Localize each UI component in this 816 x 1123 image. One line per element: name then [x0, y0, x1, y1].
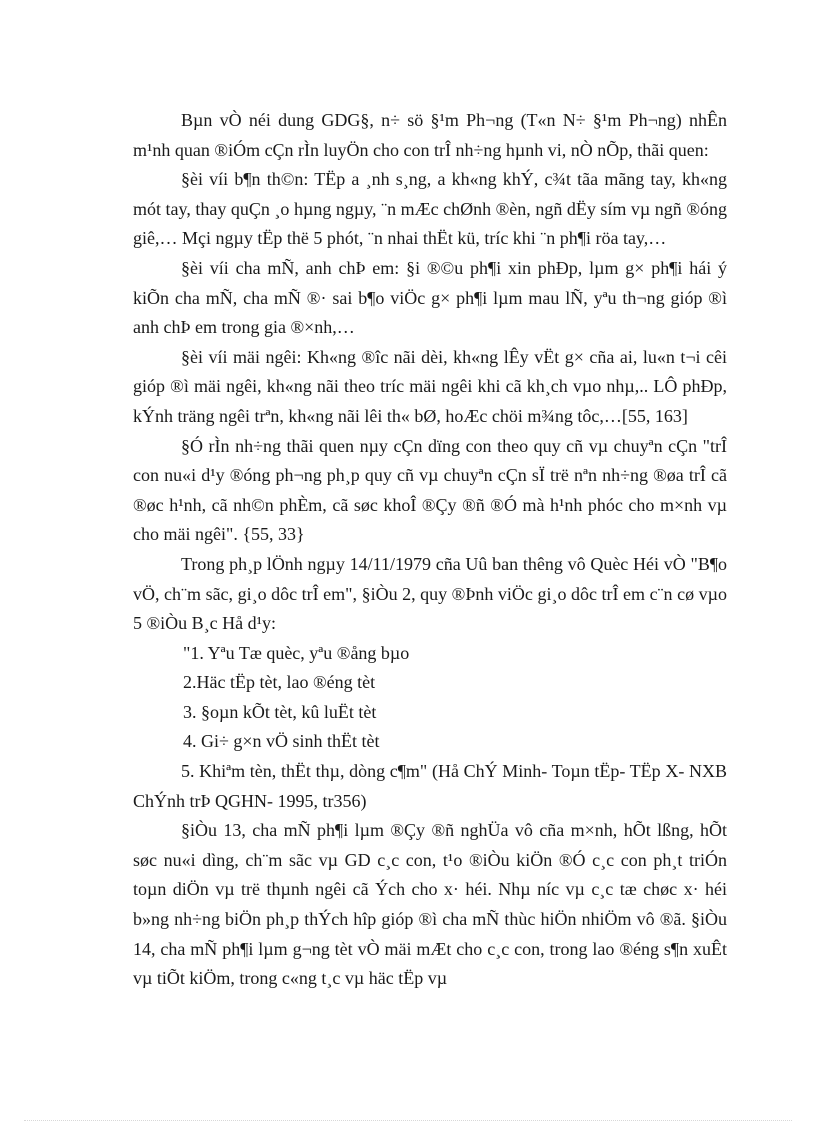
paragraph-7: §iÒu 13, cha mÑ ph¶i lµm ®Çy ®ñ nghÜa vô cña m×nh, hÕt lßng, hÕt søc nu«i dìng, ch¨m sãc vµ GD c¸c con, t¹o ®iÒu kiÖn ®Ó c¸c con ph¸t triÓn toµn diÖn vµ trë thµnh ngêi cã Ých cho x· héi. Nhµ níc vµ c¸c tæ chøc x· héi b»ng nh÷ng biÖn ph¸p thÝch hîp gióp ®ì cha mÑ thùc hiÖn nhiÖm vô ®ã. §iÒu 14, cha mÑ ph¶i lµm g¬ng tèt vÒ mäi mÆt cho c¸c con, trong lao ®éng s¶n xuÊt vµ tiÕt kiÖm, trong c«ng t¸c vµ häc tËp vµ [133, 820, 727, 989]
list-item-1: "1. Yªu Tæ quèc, yªu ®ång bµo [183, 642, 410, 663]
paragraph-3: §èi víi cha mÑ, anh chÞ em: §i ®©u ph¶i xin phÐp, lµm g× ph¶i hái ý kiÕn cha mÑ, cha mÑ ®· sai b¶o viÖc g× ph¶i lµm mau lÑ, yªu th¬ng gióp ®ì anh chÞ em trong gia ®×nh,… [133, 257, 727, 338]
list-item-5: 5. Khiªm tèn, thËt thµ, dòng c¶m" (Hå ChÝ Minh- Toµn tËp- TËp X- NXB ChÝnh trÞ QGHN- 1995, tr356) [133, 761, 727, 811]
list-item-2: 2.Häc tËp tèt, lao ®éng tèt [183, 672, 376, 693]
paragraph-2: §èi víi b¶n th©n: TËp a ¸nh s¸ng, a kh«ng khÝ, c¾t tãa mãng tay, kh«ng mót tay, thay quÇn ¸o hµng ngµy, ¨n mÆc chØnh ®èn, ngñ dËy sím vµ ngñ ®óng giê,… Mçi ngµy tËp thë 5 phót, ¨n nhai thËt kü, tríc khi ¨n ph¶i röa tay,… [133, 169, 727, 249]
paragraph-1: Bµn vÒ néi dung GDG§, n÷ sö §¹m Ph¬ng (T«n N÷ §¹m Ph¬ng) nhÊn m¹nh quan ®iÓm cÇn rÌn luyÖn cho con trÎ nh÷ng hµnh vi, nÒ nÕp, thãi quen: [133, 110, 727, 160]
document-body [133, 106, 727, 994]
list-item-3: 3. §oµn kÕt tèt, kû luËt tèt [183, 701, 377, 722]
page-bottom-divider [24, 1120, 792, 1121]
paragraph-6: Trong ph¸p lÖnh ngµy 14/11/1979 cña Uû ban thêng vô Quèc Héi vÒ "B¶o vÖ, ch¨m sãc, gi¸o dôc trÎ em", §iÒu 2, quy ®Þnh viÖc gi¸o dôc trÎ em c¨n cø vµo 5 ®iÒu B¸c Hå d¹y: [133, 553, 727, 634]
list-item-4: 4. Gi÷ g×n vÖ sinh thËt tèt [183, 731, 380, 752]
paragraph-5: §Ó rÌn nh÷ng thãi quen nµy cÇn dïng con theo quy cñ vµ chuyªn cÇn "trÎ con nu«i d¹y ®óng ph¬ng ph¸p quy cñ vµ chuyªn cÇn sÏ trë nªn nh÷ng ®øa trÎ cã ®øc h¹nh, cã nh©n phÈm, cã søc khoÎ ®Çy ®ñ ®Ó mà h¹nh phóc cho m×nh vµ cho mäi ngêi". {55, 33} [133, 435, 727, 545]
paragraph-4: §èi víi mäi ngêi: Kh«ng ®îc nãi dèi, kh«ng lÊy vËt g× cña ai, lu«n t¬i cêi gióp ®ì mäi ngêi, kh«ng nãi theo tríc mäi ngêi khi cã kh¸ch vµo nhµ,.. LÔ phÐp, kÝnh träng ngêi trªn, kh«ng nãi lêi th« bØ, hoÆc chöi m¾ng tôc,…[55, 163] [133, 346, 727, 426]
